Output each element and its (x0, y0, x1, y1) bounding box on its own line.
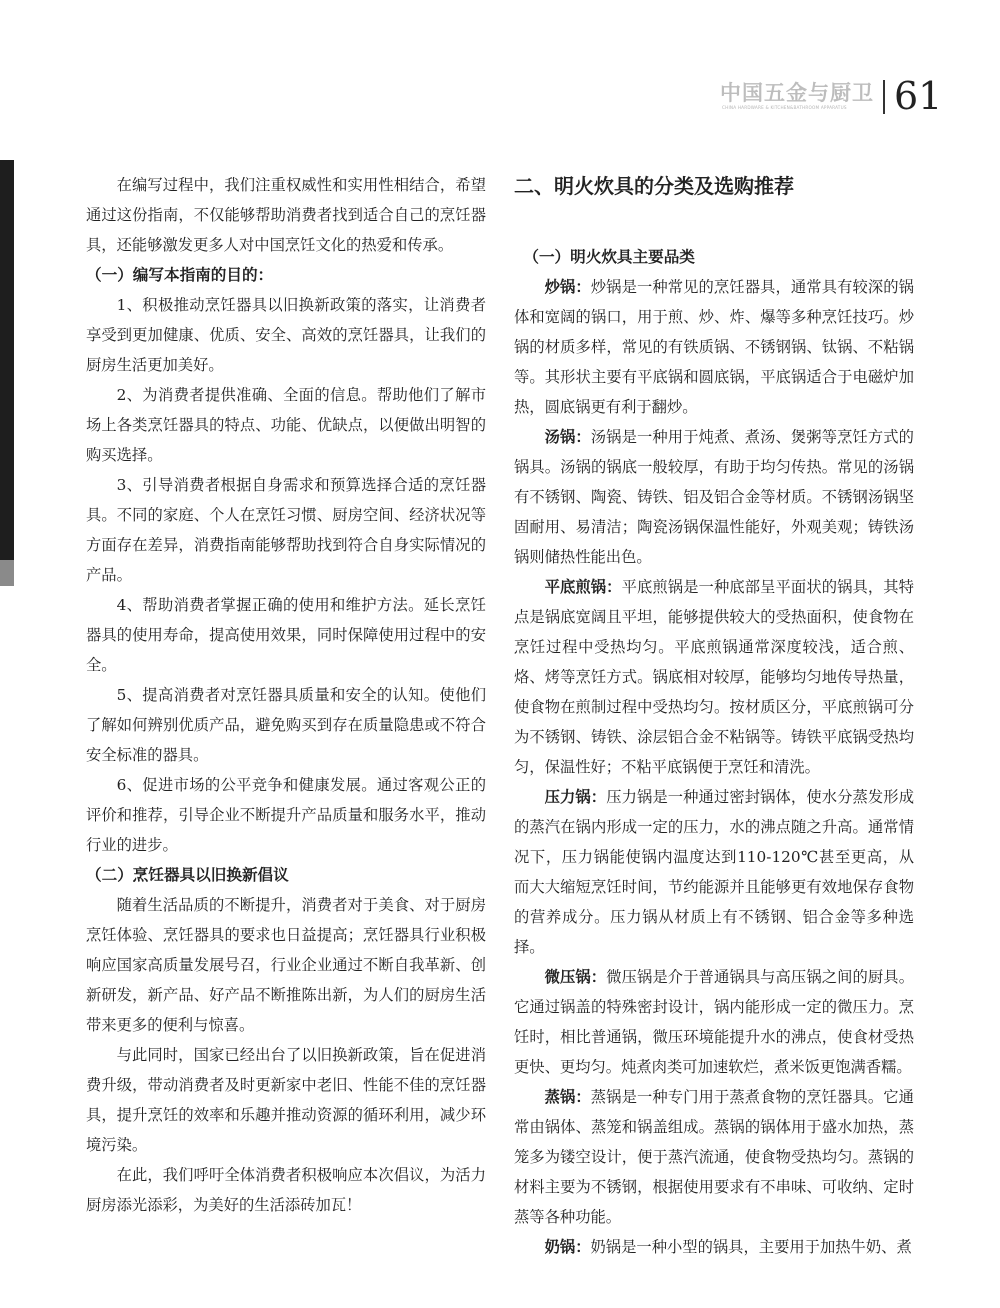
purpose-item-1: 1、积极推动烹饪器具以旧换新政策的落实，让消费者享受到更加健康、优质、安全、高效的烹饪器具，让我们的厨房生活更加美好。 (86, 296, 486, 374)
purpose-item-5: 5、提高消费者对烹饪器具质量和安全的认知。使他们了解如何辨别优质产品，避免购买到存在质量隐患或不符合安全标准的器具。 (86, 686, 486, 764)
brand-name: 中国五金与厨卫 (720, 81, 874, 105)
section-heading-categories: （一）明火炊具主要品类 (523, 248, 695, 266)
item-term: 平底煎锅： (544, 578, 622, 596)
item-term: 奶锅： (544, 1238, 591, 1256)
item-term: 压力锅： (544, 788, 607, 806)
item-soup-pot (514, 422, 914, 572)
section-heading-purpose: （一）编写本指南的目的： (86, 266, 274, 284)
brand-logo (720, 81, 874, 115)
item-pressure-cooker (514, 782, 914, 962)
item-text: 平底煎锅是一种底部呈平面状的锅具，其特点是锅底宽阔且平坦，能够提供较大的受热面积，使食物在烹饪过程中受热均匀。平底煎锅通常深度较浅，适合煎、烙、烤等烹饪方式。锅底相对较厚，能够均匀地传导热量，使食物在煎制过程中受热均匀。按材质区分，平底煎锅可分为不锈钢、铸铁、涂层铝合金不粘锅等。铸铁平底锅受热均匀，保温性好；不粘平底锅便于烹饪和清洗。 (514, 578, 914, 776)
item-term: 汤锅： (544, 428, 591, 446)
item-frying-pan (514, 572, 914, 782)
initiative-paragraph-2: 与此同时，国家已经出台了以旧换新政策，旨在促进消费升级，带动消费者及时更新家中老旧、性能不佳的烹饪器具，提升烹饪的效率和乐趣并推动资源的循环利用，减少环境污染。 (86, 1046, 486, 1154)
item-steamer (514, 1082, 914, 1232)
item-text: 蒸锅是一种专门用于蒸煮食物的烹饪器具。它通常由锅体、蒸笼和锅盖组成。蒸锅的锅体用于盛水加热，蒸笼多为镂空设计，便于蒸汽流通，使食物受热均匀。蒸锅的材料主要为不锈钢，根据使用要求有不串味、可收纳、定时蒸等各种功能。 (514, 1088, 914, 1226)
section-heading-initiative: （二）烹饪器具以旧换新倡议 (86, 866, 289, 884)
intro-paragraph: 在编写过程中，我们注重权威性和实用性相结合，希望通过这份指南，不仅能够帮助消费者找到适合自己的烹饪器具，还能够激发更多人对中国烹饪文化的热爱和传承。 (86, 176, 486, 254)
purpose-item-4: 4、帮助消费者掌握正确的使用和维护方法。延长烹饪器具的使用寿命，提高使用效果，同时保障使用过程中的安全。 (86, 596, 486, 674)
item-text: 炒锅是一种常见的烹饪器具，通常具有较深的锅体和宽阔的锅口，用于煎、炒、炸、爆等多种烹饪技巧。炒锅的材质多样，常见的有铁质锅、不锈钢锅、钛锅、不粘锅等。其形状主要有平底锅和圆底锅，平底锅适合于电磁炉加热，圆底锅更有利于翻炒。 (514, 278, 914, 416)
item-wok (514, 272, 914, 422)
page-number: 61 (894, 74, 943, 118)
item-text: 压力锅是一种通过密封锅体，使水分蒸发形成的蒸汽在锅内形成一定的压力，水的沸点随之升高。通常情况下，压力锅能使锅内温度达到110-120℃甚至更高，从而大大缩短烹饪时间，节约能源并且能够更有效地保存食物的营养成分。压力锅从材质上有不锈钢、铝合金等多种选择。 (514, 788, 914, 956)
item-text: 汤锅是一种用于炖煮、煮汤、煲粥等烹饪方式的锅具。汤锅的锅底一般较厚，有助于均匀传热。常见的汤锅有不锈钢、陶瓷、铸铁、铝及铝合金等材质。不锈钢汤锅坚固耐用、易清洁；陶瓷汤锅保温性能好，外观美观；铸铁汤锅则储热性能出色。 (514, 428, 914, 566)
chapter-title: 二、明火炊具的分类及选购推荐 (514, 174, 794, 198)
purpose-item-3: 3、引导消费者根据自身需求和预算选择合适的烹饪器具。不同的家庭、个人在烹饪习惯、厨房空间、经济状况等方面存在差异，消费指南能够帮助找到符合自身实际情况的产品。 (86, 476, 486, 584)
initiative-paragraph-1: 随着生活品质的不断提升，消费者对于美食、对于厨房烹饪体验、烹饪器具的要求也日益提高；烹饪器具行业积极响应国家高质量发展号召，行业企业通过不断自我革新、创新研发，新产品、好产品不断推陈出新，为人们的厨房生活带来更多的便利与惊喜。 (86, 896, 486, 1034)
side-edge-bar-tail (0, 560, 14, 586)
item-term: 炒锅： (544, 278, 591, 296)
item-term: 蒸锅： (544, 1088, 591, 1106)
purpose-item-6: 6、促进市场的公平竞争和健康发展。通过客观公正的评价和推荐，引导企业不断提升产品质量和服务水平，推动行业的进步。 (86, 776, 486, 854)
brand-subtitle: CHINA HARDWARE & KITCHEN&BATHROOM APPARATUS (722, 105, 847, 110)
masthead (718, 74, 958, 118)
initiative-paragraph-3: 在此，我们呼吁全体消费者积极响应本次倡议，为活力厨房添光添彩，为美好的生活添砖加瓦！ (86, 1166, 486, 1214)
item-text: 微压锅是介于普通锅具与高压锅之间的厨具。它通过锅盖的特殊密封设计，锅内能形成一定的微压力。烹饪时，相比普通锅，微压环境能提升水的沸点，使食材受热更快、更均匀。炖煮肉类可加速软烂，煮米饭更饱满香糯。 (514, 968, 914, 1076)
masthead-divider (883, 80, 885, 114)
left-column (86, 170, 486, 1220)
purpose-item-2: 2、为消费者提供准确、全面的信息。帮助他们了解市场上各类烹饪器具的特点、功能、优缺点，以便做出明智的购买选择。 (86, 386, 486, 464)
item-milk-pan (514, 1232, 914, 1262)
item-term: 微压锅： (544, 968, 607, 986)
side-edge-bar (0, 160, 14, 560)
item-text: 奶锅是一种小型的锅具，主要用于加热牛奶、煮 (590, 1238, 912, 1256)
item-micro-pressure-pot (514, 962, 914, 1082)
right-column (514, 170, 914, 1262)
